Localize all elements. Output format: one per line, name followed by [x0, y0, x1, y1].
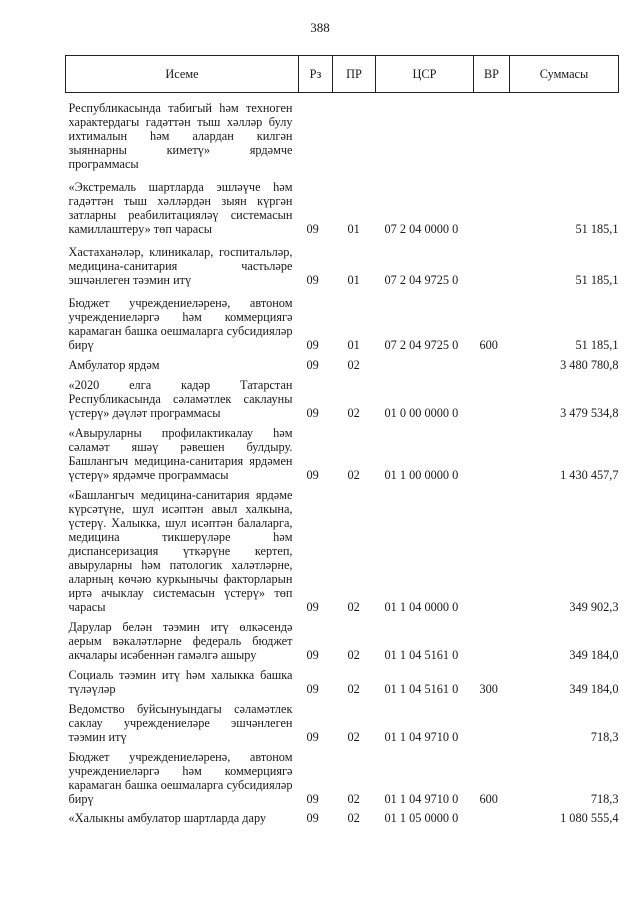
cell-pr: 01	[347, 338, 360, 352]
cell-rz: 09	[306, 792, 319, 806]
cell-name: «Авыруларны профилактикалау һәм сәламәт яшәү рәвешен булдыру. Башлангыч медицина-санитария ярдәмен үстерү» ярдәмче программасы	[68, 426, 293, 482]
cell-pr: 02	[347, 792, 360, 806]
cell-vr	[474, 239, 510, 290]
table-row	[66, 665, 619, 699]
table-row	[66, 290, 619, 355]
cell-vr	[474, 423, 510, 485]
cell-pr: 02	[347, 730, 360, 744]
cell-vr	[474, 617, 510, 665]
table-row	[66, 239, 619, 290]
table-row	[66, 617, 619, 665]
cell-pr: 01	[347, 222, 360, 236]
cell-name: «Башлангыч медицина-санитария ярдәме күрсәтүне, шул исәптән авыл халкына, үстерү. Халыкка, шул исәптән балаларга, медицина тикшерүләре һәм диспансеризация үткәрүне кертеп, авыруларны һәм патологик халәтләрне, аларның көчәю куркынычы факторларын иртә ачыклау системасын үстерү» төп чарасы	[68, 488, 293, 614]
cell-sum: 3 479 534,8	[560, 406, 619, 420]
cell-rz: 09	[306, 406, 319, 420]
cell-csr: 01 1 04 5161 0	[384, 682, 459, 696]
table-header-row	[66, 56, 619, 93]
cell-vr	[474, 355, 510, 375]
header-csr: ЦСР	[376, 56, 474, 93]
cell-vr: 600	[479, 338, 498, 352]
cell-sum	[510, 93, 619, 175]
cell-csr: 01 1 04 5161 0	[384, 648, 459, 662]
cell-rz	[299, 93, 333, 175]
cell-vr	[474, 375, 510, 423]
cell-pr: 02	[347, 468, 360, 482]
cell-sum: 349 184,0	[569, 648, 619, 662]
cell-sum: 349 902,3	[569, 600, 619, 614]
cell-sum: 718,3	[590, 792, 619, 806]
cell-sum: 3 480 780,8	[560, 358, 619, 372]
cell-pr: 01	[347, 273, 360, 287]
cell-sum: 349 184,0	[569, 682, 619, 696]
cell-sum: 1 080 555,4	[560, 811, 619, 825]
cell-sum: 51 185,1	[575, 222, 619, 236]
table-row	[66, 355, 619, 375]
header-pr: ПР	[333, 56, 376, 93]
cell-vr	[474, 174, 510, 239]
cell-pr: 02	[347, 682, 360, 696]
cell-csr: 01 0 00 0000 0	[384, 406, 459, 420]
cell-pr	[333, 93, 376, 175]
cell-csr	[376, 93, 474, 175]
cell-name: Ведомство буйсынуындагы сәламәтлек саклау учреждениеләре эшчәнлеген тәэмин итү	[68, 702, 293, 744]
table-row	[66, 423, 619, 485]
cell-rz: 09	[306, 358, 319, 372]
page-number: 388	[310, 20, 330, 35]
cell-csr: 01 1 04 9710 0	[384, 730, 459, 744]
cell-rz: 09	[306, 600, 319, 614]
cell-vr	[474, 699, 510, 747]
cell-vr	[474, 93, 510, 175]
cell-pr: 02	[347, 406, 360, 420]
cell-name: Амбулатор ярдәм	[68, 358, 160, 372]
cell-rz: 09	[306, 648, 319, 662]
cell-name: Бюджет учреждениеләренә, автоном учреждениеләргә һәм коммерциягә карамаган башка оешмаларга субсидияләр бирү	[68, 296, 293, 352]
cell-sum: 51 185,1	[575, 338, 619, 352]
cell-vr: 300	[479, 682, 498, 696]
cell-rz: 09	[306, 222, 319, 236]
cell-csr: 07 2 04 9725 0	[384, 273, 459, 287]
cell-name: «2020 елга кадәр Татарстан Республикасында сәламәтлек саклауны үстерү» дәүләт программасы	[68, 378, 293, 420]
cell-rz: 09	[306, 811, 319, 825]
cell-name: «Экстремаль шартларда эшләүче һәм гадәттән тыш хәлләрдән зыян күргән затларны реабилитацияләү системасын камиллаштеру» төп чарасы	[68, 180, 293, 236]
cell-vr	[474, 485, 510, 617]
table-row	[66, 699, 619, 747]
header-sum: Суммасы	[510, 56, 619, 93]
cell-pr: 02	[347, 811, 360, 825]
table-row	[66, 375, 619, 423]
cell-rz: 09	[306, 730, 319, 744]
table-row	[66, 809, 619, 828]
cell-pr: 02	[347, 358, 360, 372]
header-name: Исеме	[66, 56, 299, 93]
cell-rz: 09	[306, 468, 319, 482]
cell-vr: 600	[479, 792, 498, 806]
table-row	[66, 93, 619, 175]
cell-csr: 01 1 04 0000 0	[384, 600, 459, 614]
cell-csr: 01 1 00 0000 0	[384, 468, 459, 482]
cell-sum: 718,3	[590, 730, 619, 744]
cell-sum: 51 185,1	[575, 273, 619, 287]
cell-rz: 09	[306, 682, 319, 696]
cell-csr: 01 1 05 0000 0	[384, 811, 459, 825]
cell-csr: 07 2 04 9725 0	[384, 338, 459, 352]
header-rz: Рз	[299, 56, 333, 93]
cell-vr	[474, 809, 510, 828]
table-row	[66, 747, 619, 809]
cell-name: Социаль тәэмин итү һәм халыкка башка түләүләр	[68, 668, 293, 696]
cell-rz: 09	[306, 338, 319, 352]
cell-pr: 02	[347, 648, 360, 662]
cell-csr: 01 1 04 9710 0	[384, 792, 459, 806]
cell-pr: 02	[347, 600, 360, 614]
cell-sum: 1 430 457,7	[560, 468, 619, 482]
header-vr: ВР	[474, 56, 510, 93]
cell-name: Дарулар белән тәэмин итү өлкәсендә аерым вәкаләтләрне федераль бюджет акчалары исәбеннән гамәлгә ашыру	[68, 620, 293, 662]
cell-name: «Халыкны амбулатор шартларда дару	[68, 811, 267, 825]
table-body	[66, 93, 619, 829]
cell-name: Бюджет учреждениеләренә, автоном учреждениеләргә һәм коммерциягә карамаган башка оешмаларга субсидияләр бирү	[68, 750, 293, 806]
cell-csr: 07 2 04 0000 0	[384, 222, 459, 236]
table-row	[66, 174, 619, 239]
budget-table	[65, 55, 619, 828]
cell-rz: 09	[306, 273, 319, 287]
table-row	[66, 485, 619, 617]
cell-csr	[376, 355, 474, 375]
cell-name: Республикасында табигый һәм техноген характердагы гадәттән тыш хәлләр булу ихтималын һәм алардан килгән зыяннарны киметү» ярдәмче программасы	[68, 101, 293, 171]
cell-name: Хастаханәләр, клиникалар, госпитальләр, медицина-санитария частьләре эшчәнлеген тәэмин итү	[68, 245, 293, 287]
